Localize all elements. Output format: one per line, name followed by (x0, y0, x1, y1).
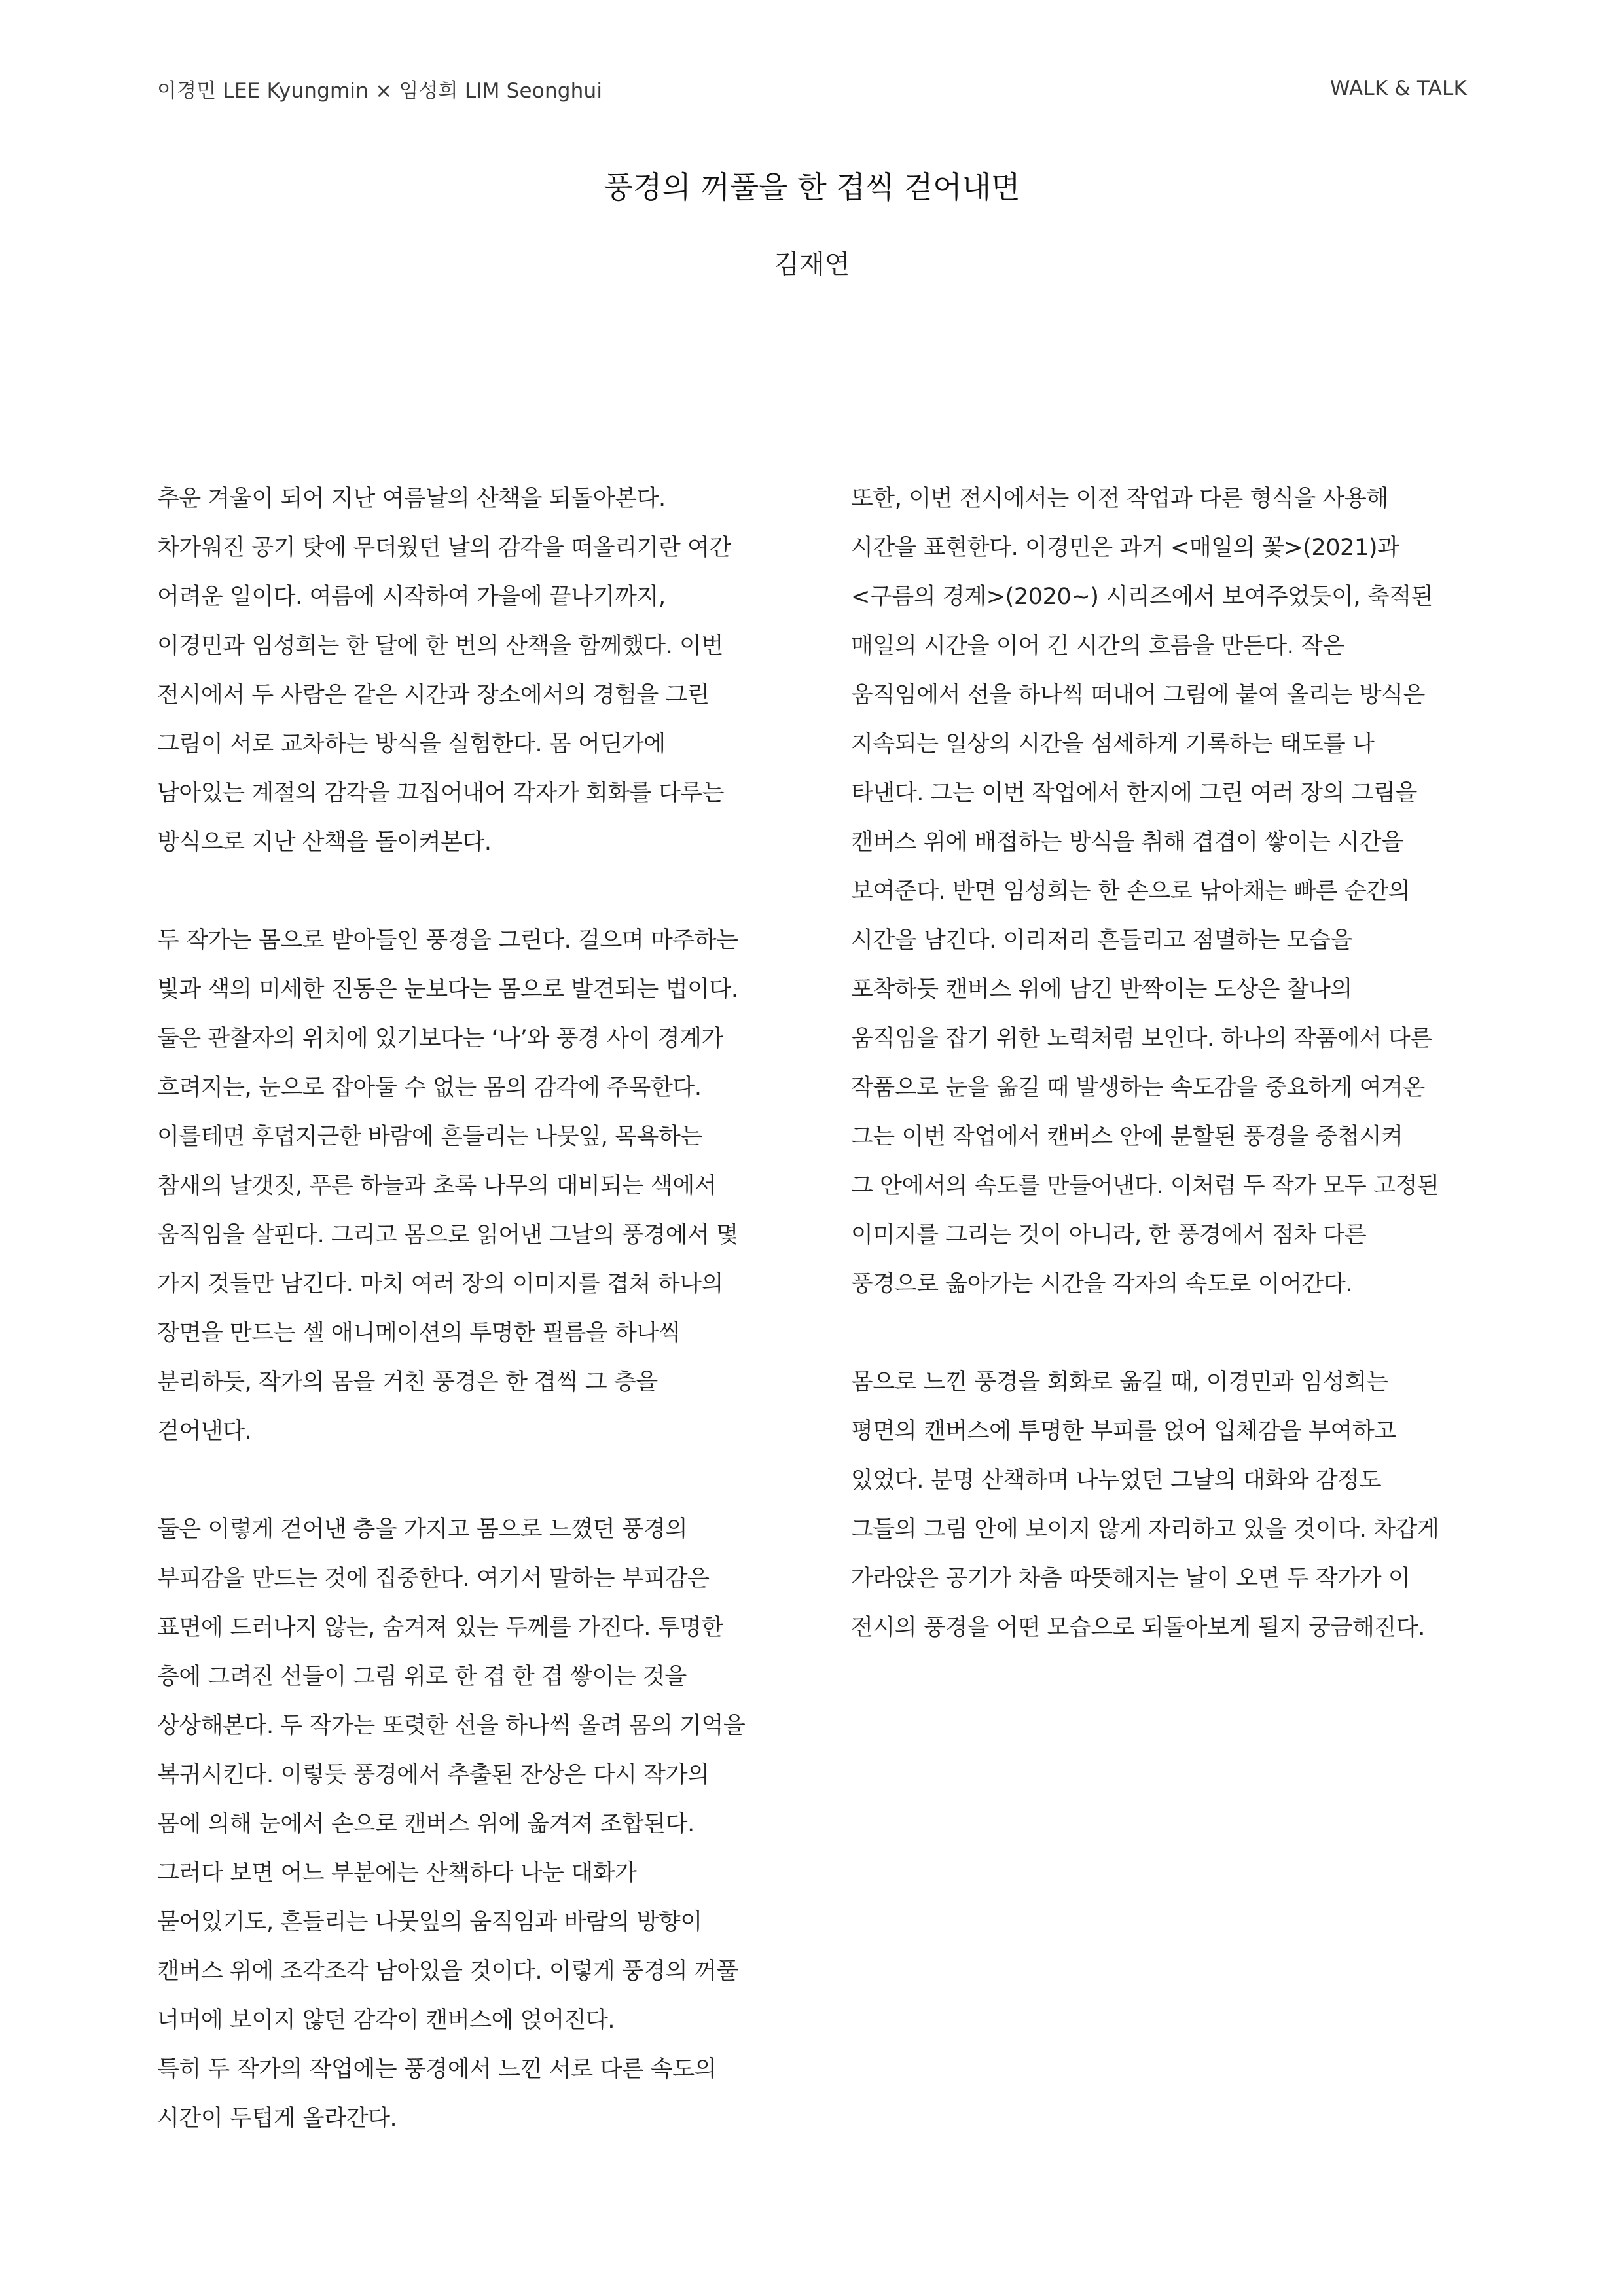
text-line: 묻어있기도, 흔들리는 나뭇잎의 움직임과 바람의 방향이 (157, 1909, 702, 1935)
text-line: 풍경으로 옮아가는 시간을 각자의 속도로 이어간다. (851, 1271, 1352, 1297)
text-line: 지속되는 일상의 시간을 섬세하게 기록하는 태도를 나 (851, 731, 1375, 757)
text-line: 부피감을 만드는 것에 집중한다. 여기서 말하는 부피감은 (157, 1566, 710, 1592)
text-line: 움직임에서 선을 하나씩 떠내어 그림에 붙여 올리는 방식은 (851, 682, 1425, 708)
text-line: 표면에 드러나지 않는, 숨겨져 있는 두께를 가진다. 투명한 (157, 1615, 723, 1641)
text-line: 또한, 이번 전시에서는 이전 작업과 다른 형식을 사용해 (851, 486, 1388, 512)
text-line: 가지 것들만 남긴다. 마치 여러 장의 이미지를 겹쳐 하나의 (157, 1271, 723, 1297)
text-line: 복귀시킨다. 이렇듯 풍경에서 추출된 잔상은 다시 작가의 (157, 1762, 710, 1788)
header-exhibition-title: WALK & TALK (1329, 77, 1467, 100)
text-line: 분리하듯, 작가의 몸을 거친 풍경은 한 겹씩 그 층을 (157, 1369, 658, 1395)
text-line: 전시에서 두 사람은 같은 시간과 장소에서의 경험을 그린 (157, 682, 710, 708)
text-line: 시간이 두텁게 올라간다. (157, 2106, 397, 2132)
text-line: 전시의 풍경을 어떤 모습으로 되돌아보게 될지 궁금해진다. (851, 1615, 1425, 1641)
essay-title: 풍경의 꺼풀을 한 겹씩 걷어내면 (604, 170, 1020, 205)
text-line: 두 작가는 몸으로 받아들인 풍경을 그린다. 걸으며 마주하는 (157, 927, 738, 954)
text-line: 그러다 보면 어느 부분에는 산책하다 나눈 대화가 (157, 1860, 637, 1886)
text-line: 포착하듯 캔버스 위에 남긴 반짝이는 도상은 찰나의 (851, 977, 1352, 1003)
text-line: 그들의 그림 안에 보이지 않게 자리하고 있을 것이다. 차갑게 (851, 1516, 1439, 1543)
text-line: 그는 이번 작업에서 캔버스 안에 분할된 풍경을 중첩시켜 (851, 1124, 1403, 1150)
text-line: 이미지를 그리는 것이 아니라, 한 풍경에서 점차 다른 (851, 1222, 1367, 1248)
paragraph (157, 1505, 812, 2144)
text-line: 이를테면 후덥지근한 바람에 흔들리는 나뭇잎, 목욕하는 (157, 1124, 702, 1150)
text-line: 그 안에서의 속도를 만들어낸다. 이처럼 두 작가 모두 고정된 (851, 1173, 1439, 1199)
text-line: 보여준다. 반면 임성희는 한 손으로 낚아채는 빠른 순간의 (851, 878, 1411, 905)
text-line: 있었다. 분명 산책하며 나누었던 그날의 대화와 감정도 (851, 1467, 1382, 1494)
header-artists: 이경민 LEE Kyungmin × 임성희 LIM Seonghui (157, 79, 603, 103)
text-line: 층에 그려진 선들이 그림 위로 한 겹 한 겹 쌓이는 것을 (157, 1664, 687, 1690)
text-line: 가라앉은 공기가 차츰 따뜻해지는 날이 오면 두 작가가 이 (851, 1566, 1411, 1592)
running-header (157, 72, 1467, 105)
paragraph (157, 475, 812, 867)
paragraph (157, 916, 812, 1456)
text-line: <구름의 경계>(2020~) 시리즈에서 보여주었듯이, 축적된 (851, 584, 1434, 610)
text-line: 움직임을 잡기 위한 노력처럼 보인다. 하나의 작품에서 다른 (851, 1026, 1432, 1052)
text-line: 상상해본다. 두 작가는 또렷한 선을 하나씩 올려 몸의 기억을 (157, 1713, 746, 1739)
text-line: 추운 겨울이 되어 지난 여름날의 산책을 되돌아본다. (157, 486, 666, 512)
text-line: 시간을 표현한다. 이경민은 과거 <매일의 꽃>(2021)과 (851, 535, 1399, 561)
text-line: 참새의 날갯짓, 푸른 하늘과 초록 나무의 대비되는 색에서 (157, 1173, 717, 1199)
text-line: 작품으로 눈을 옮길 때 발생하는 속도감을 중요하게 여겨온 (851, 1075, 1425, 1101)
text-line: 빛과 색의 미세한 진동은 눈보다는 몸으로 발견되는 법이다. (157, 977, 738, 1003)
text-line: 차가워진 공기 탓에 무더웠던 날의 감각을 떠올리기란 여간 (157, 535, 731, 561)
right-text-column (851, 475, 1506, 1702)
text-line: 시간을 남긴다. 이리저리 흔들리고 점멸하는 모습을 (851, 927, 1352, 954)
paragraph (851, 1358, 1506, 1653)
text-line: 남아있는 계절의 감각을 끄집어내어 각자가 회화를 다루는 (157, 780, 725, 806)
text-line: 흐려지는, 눈으로 잡아둘 수 없는 몸의 감각에 주목한다. (157, 1075, 702, 1101)
text-line: 움직임을 살핀다. 그리고 몸으로 읽어낸 그날의 풍경에서 몇 (157, 1222, 738, 1248)
text-line: 걷어낸다. (157, 1418, 252, 1444)
text-line: 장면을 만드는 셀 애니메이션의 투명한 필름을 하나씩 (157, 1320, 681, 1346)
text-line: 평면의 캔버스에 투명한 부피를 얹어 입체감을 부여하고 (851, 1418, 1396, 1444)
text-line: 그림이 서로 교차하는 방식을 실험한다. 몸 어딘가에 (157, 731, 666, 757)
text-line: 이경민과 임성희는 한 달에 한 번의 산책을 함께했다. 이번 (157, 633, 723, 659)
text-line: 몸으로 느낀 풍경을 회화로 옮길 때, 이경민과 임성희는 (851, 1369, 1388, 1395)
text-line: 캔버스 위에 배접하는 방식을 취해 겹겹이 쌓이는 시간을 (851, 829, 1403, 855)
text-line: 어려운 일이다. 여름에 시작하여 가을에 끝나기까지, (157, 584, 666, 610)
text-line: 타낸다. 그는 이번 작업에서 한지에 그린 여러 장의 그림을 (851, 780, 1417, 806)
text-line: 방식으로 지난 산책을 돌이켜본다. (157, 829, 492, 855)
text-line: 매일의 시간을 이어 긴 시간의 흐름을 만든다. 작은 (851, 633, 1345, 659)
left-text-column (157, 475, 812, 2193)
paragraph (851, 475, 1506, 1309)
text-line: 둘은 이렇게 걷어낸 층을 가지고 몸으로 느꼈던 풍경의 (157, 1516, 688, 1543)
text-line: 둘은 관찰자의 위치에 있기보다는 ‘나’와 풍경 사이 경계가 (157, 1026, 723, 1052)
text-line: 캔버스 위에 조각조각 남아있을 것이다. 이렇게 풍경의 꺼풀 (157, 1958, 738, 1984)
text-line: 특히 두 작가의 작업에는 풍경에서 느낀 서로 다른 속도의 (157, 2056, 717, 2083)
essay-author: 김재연 (774, 249, 850, 279)
text-line: 몸에 의해 눈에서 손으로 캔버스 위에 옮겨져 조합된다. (157, 1811, 695, 1837)
text-line: 너머에 보이지 않던 감각이 캔버스에 얹어진다. (157, 2007, 615, 2034)
